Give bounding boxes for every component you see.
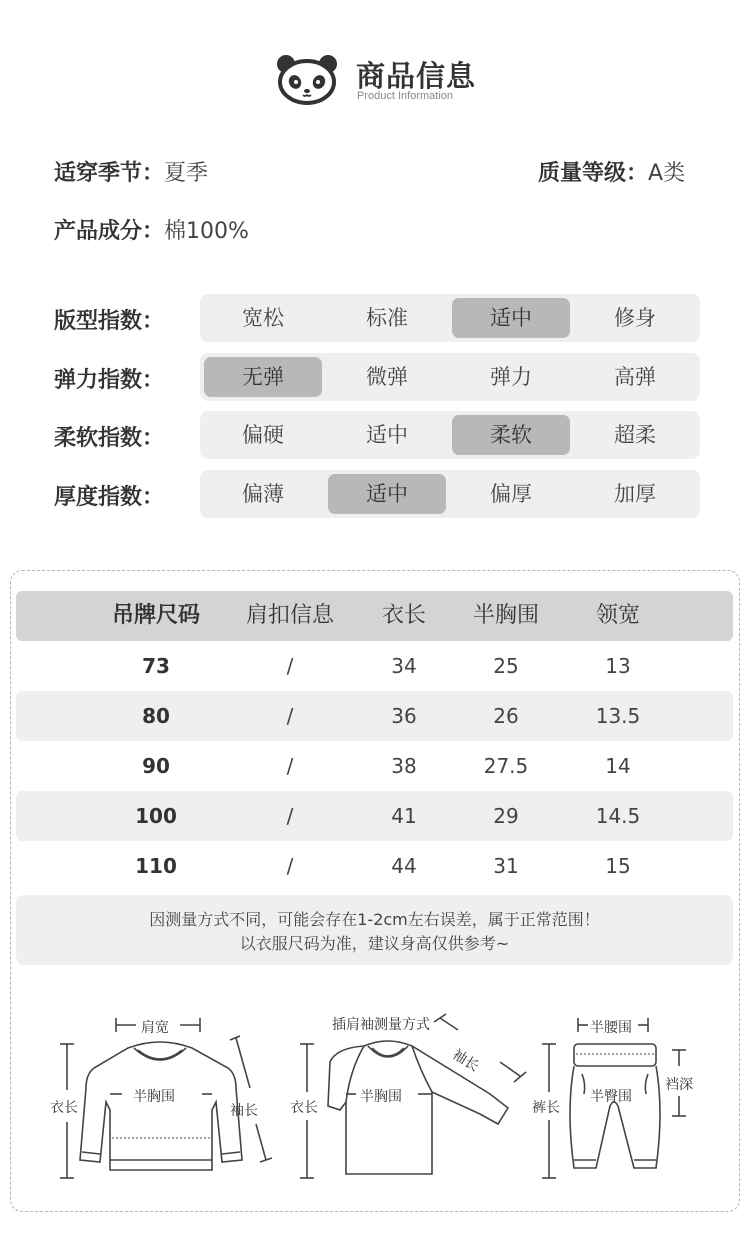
table-cell: 26 [493, 704, 519, 728]
index-option: 加厚 [614, 482, 656, 506]
table-cell: / [286, 804, 294, 828]
sleeve-label: 袖长 [449, 1046, 482, 1076]
table-cell: 13.5 [595, 704, 641, 728]
index-option: 适中 [328, 474, 446, 514]
index-row [54, 470, 700, 518]
table-cell: 44 [391, 854, 417, 878]
table-cell: / [286, 754, 294, 778]
pants-length-label: 裤长 [532, 1100, 560, 1116]
index-option: 偏厚 [490, 482, 532, 506]
waist-label: 半腰围 [590, 1020, 632, 1036]
raglan-diagram [290, 1010, 530, 1190]
table-cell: 29 [493, 804, 519, 828]
index-track [200, 353, 700, 401]
panda-icon [274, 52, 340, 106]
note-line: 以衣服尺码为准，建议身高仅供参考~ [239, 934, 510, 953]
index-option: 适中 [366, 423, 408, 447]
index-option: 适中 [452, 298, 570, 338]
table-row [16, 741, 733, 791]
table-cell: 110 [135, 854, 177, 878]
material-value: 棉100% [164, 219, 249, 244]
rise-label: 裆深 [665, 1077, 693, 1093]
table-cell: 38 [391, 754, 417, 778]
table-cell: 80 [142, 704, 170, 728]
table-cell: 34 [391, 654, 417, 678]
length-label: 衣长 [50, 1100, 78, 1116]
index-row [54, 411, 700, 459]
table-cell: 31 [493, 854, 519, 878]
chest-label: 半胸围 [360, 1089, 402, 1105]
header-cell: 吊牌尺码 [111, 603, 200, 628]
index-option: 偏薄 [242, 482, 284, 506]
index-option: 无弹 [204, 357, 322, 397]
table-cell: / [286, 654, 294, 678]
page-title: 商品信息 [356, 59, 477, 93]
index-row [54, 294, 700, 342]
table-cell: 90 [142, 754, 170, 778]
table-cell: 73 [142, 654, 170, 678]
table-row [16, 691, 733, 741]
table-cell: / [286, 704, 294, 728]
shoulder-label: 肩宽 [141, 1020, 169, 1036]
table-cell: / [286, 854, 294, 878]
index-option: 高弹 [614, 365, 656, 389]
table-cell: 14.5 [595, 804, 641, 828]
header-cell: 半胸围 [472, 603, 539, 628]
length-label: 衣长 [290, 1100, 318, 1116]
table-cell: 15 [605, 854, 631, 878]
sleeve-label: 袖长 [230, 1103, 258, 1119]
section-header [0, 52, 750, 112]
material-info [54, 214, 249, 245]
index-option: 标准 [366, 306, 408, 330]
table-row [16, 791, 733, 841]
index-option: 偏硬 [242, 423, 284, 447]
table-cell: 27.5 [483, 754, 529, 778]
index-row [54, 353, 700, 401]
header-cell: 领宽 [595, 603, 640, 628]
table-cell: 100 [135, 804, 177, 828]
season-label: 适穿季节： [54, 161, 165, 186]
index-label: 版型指数： [54, 309, 165, 334]
table-cell: 13 [605, 654, 631, 678]
table-cell: 14 [605, 754, 631, 778]
index-option: 宽松 [242, 306, 284, 330]
chest-label: 半胸围 [133, 1089, 175, 1105]
index-label: 柔软指数： [54, 426, 165, 451]
measurement-note [16, 895, 733, 965]
note-line: 因测量方式不同，可能会存在1-2cm左右误差，属于正常范围！ [149, 910, 600, 929]
material-label: 产品成分： [54, 219, 165, 244]
table-cell: 41 [391, 804, 417, 828]
grade-label: 质量等级： [538, 161, 649, 186]
header-cell: 肩扣信息 [245, 603, 334, 628]
index-option: 柔软 [452, 415, 570, 455]
grade-value: A类 [648, 161, 686, 186]
table-cell: 25 [493, 654, 519, 678]
table-header [16, 591, 733, 641]
index-track [200, 294, 700, 342]
hip-label: 半臀围 [590, 1089, 632, 1105]
header-cell: 衣长 [381, 603, 426, 628]
table-cell: 36 [391, 704, 417, 728]
pants-diagram [530, 1010, 730, 1190]
season-value: 夏季 [164, 161, 209, 186]
page-subtitle: Product Information [357, 90, 453, 102]
sweater-diagram [40, 1010, 280, 1190]
raglan-title: 插肩袖测量方式 [332, 1017, 430, 1033]
index-label: 弹力指数： [54, 368, 165, 393]
raglan-illustration [290, 1010, 530, 1190]
index-track [200, 470, 700, 518]
index-option: 微弹 [366, 365, 408, 389]
season-info [54, 156, 208, 187]
index-track [200, 411, 700, 459]
index-label: 厚度指数： [54, 485, 165, 510]
grade-info [538, 156, 685, 187]
table-row [16, 641, 733, 691]
table-row [16, 841, 733, 891]
index-option: 修身 [614, 306, 656, 330]
index-option: 超柔 [614, 423, 656, 447]
index-option: 弹力 [490, 365, 532, 389]
